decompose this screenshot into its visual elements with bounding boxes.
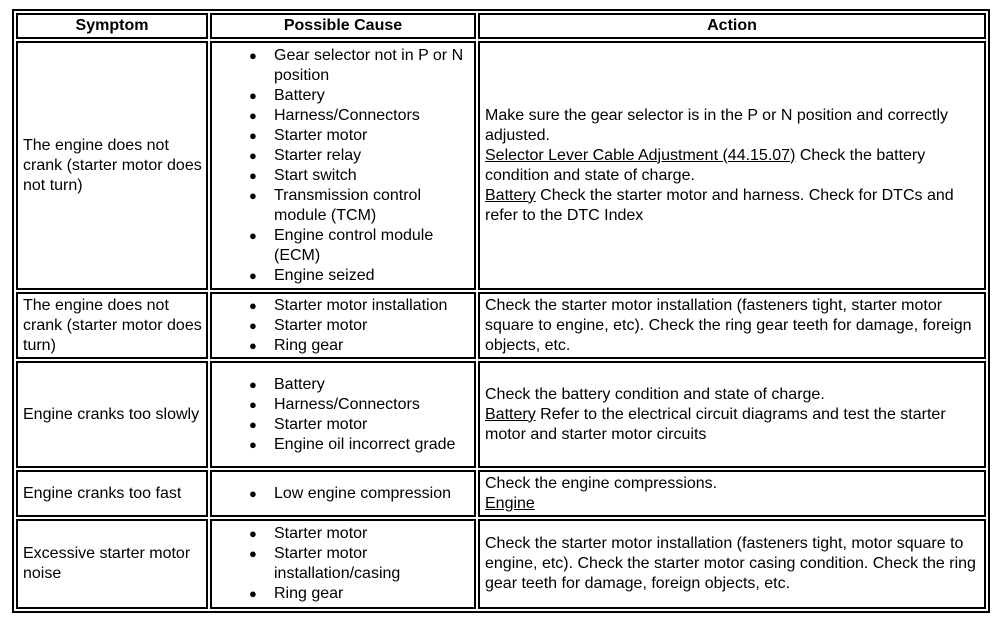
list-item: ● Starter relay [212,146,474,166]
symptom-text: The engine does not crank (starter motor does turn) [23,296,202,354]
table-row-symptom [16,519,208,609]
header-action-text: Action [707,17,757,34]
list-item: ● Harness/Connectors [212,106,474,126]
table-row-causes [210,470,476,517]
list-item: ● Starter motor [212,316,474,336]
cause-list [212,296,474,356]
list-item: ● Start switch [212,166,474,186]
action-text-part: Check the starter motor and harness. Check for DTCs and refer to the DTC Index [485,186,954,224]
table-row-symptom [16,470,208,517]
header-cause [210,13,476,39]
list-item: ● Gear selector not in P or N position [212,46,474,86]
list-item: ● Harness/Connectors [212,395,474,415]
list-item: ● Starter motor [212,415,474,435]
action-text-part: Check the battery condition and state of charge. [485,146,926,184]
cause-list [212,375,474,455]
symptom-text: Excessive starter motor noise [23,545,191,582]
header-cause-text: Possible Cause [283,17,403,34]
list-item: ● Low engine compression [212,484,474,504]
action-text: Check the starter motor installation (fasteners tight, motor square to engine, etc). Check the starter motor casing condition. Check the ring gear teeth for damage, foreign objects, etc. [485,535,976,592]
action-text-part: Check the engine compressions. [485,474,718,492]
table-row-action [478,470,986,517]
list-item: ● Ring gear [212,336,474,356]
header-symptom-text: Symptom [75,17,149,34]
action-text [485,474,980,514]
action-text [485,106,980,226]
list-item: ● Engine oil incorrect grade [212,435,474,455]
list-item: ● Battery [212,86,474,106]
cause-list [212,524,474,604]
table-row-causes [210,519,476,609]
action-text: Check the starter motor installation (fasteners tight, starter motor square to engine, etc). Check the ring gear teeth for damage, foreign objects, etc. [485,296,972,354]
battery-link[interactable]: Battery [485,186,536,204]
battery-link[interactable]: Battery [485,405,536,423]
list-item: ● Starter motor installation [212,296,474,316]
action-text-part: Make sure the gear selector is in the P or N position and correctly adjusted. [485,106,949,144]
list-item: ● Transmission control module (TCM) [212,186,474,226]
list-item: ● Engine seized [212,266,474,286]
list-item: ● Starter motor installation/casing [212,544,474,584]
table-row-action [478,41,986,290]
table-row-causes [210,361,476,468]
list-item: ● Ring gear [212,584,474,604]
list-item: ● Starter motor [212,126,474,146]
symptom-text: The engine does not crank (starter motor does not turn) [23,136,202,194]
cause-list [212,46,474,286]
table-row-action [478,361,986,468]
header-symptom [16,13,208,39]
list-item: ● Battery [212,375,474,395]
action-text-part: Check the battery condition and state of charge. [485,385,825,403]
symptom-text: Engine cranks too fast [23,484,182,502]
table-row-action [478,519,986,609]
action-text [485,385,980,445]
cause-list [212,484,474,504]
header-action [478,13,986,39]
table-row-symptom [16,292,208,359]
engine-link[interactable]: Engine [485,494,535,512]
table-row-symptom [16,41,208,290]
table-row-symptom [16,361,208,468]
list-item: ● Starter motor [212,524,474,544]
table-row-causes [210,292,476,359]
table-row-action [478,292,986,359]
list-item: ● Engine control module (ECM) [212,226,474,266]
table-row-causes [210,41,476,290]
selector-lever-cable-link[interactable]: Selector Lever Cable Adjustment (44.15.07) [485,146,796,164]
action-text-part: Refer to the electrical circuit diagrams and test the starter motor and starter motor circuits [485,405,946,443]
symptom-text: Engine cranks too slowly [23,405,200,423]
